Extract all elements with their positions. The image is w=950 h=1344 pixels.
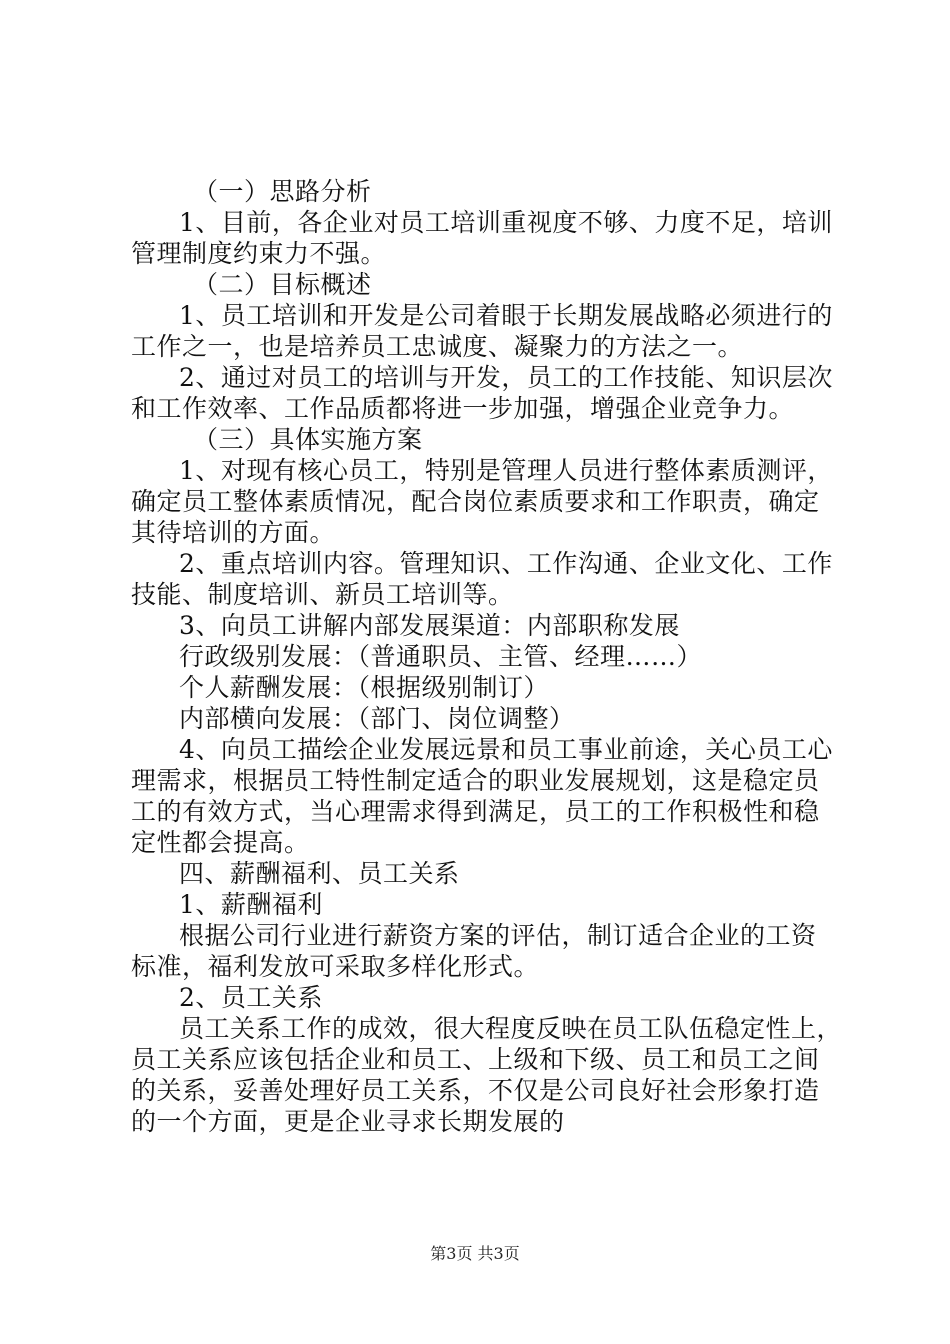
document-line: 其待培训的方面。 — [131, 518, 336, 547]
document-line: 定性都会提高。 — [131, 828, 310, 857]
document-line: 2、员工关系 — [179, 983, 323, 1012]
document-line: （一）思路分析 — [193, 177, 372, 206]
document-line: 工作之一，也是培养员工忠诚度、凝聚力的方法之一。 — [131, 332, 744, 361]
document-line: 管理制度约束力不强。 — [131, 239, 387, 268]
document-line: 1、员工培训和开发是公司着眼于长期发展战略必须进行的 — [179, 301, 833, 330]
document-line: （二）目标概述 — [193, 270, 372, 299]
document-line: 和工作效率、工作品质都将进一步加强，增强企业竞争力。 — [131, 394, 795, 423]
document-line: 4、向员工描绘企业发展远景和员工事业前途，关心员工心 — [179, 735, 833, 764]
document-line: 的一个方面，更是企业寻求长期发展的 — [131, 1107, 565, 1136]
document-line: 2、重点培训内容。管理知识、工作沟通、企业文化、工作 — [179, 549, 833, 578]
document-line: 员工关系工作的成效，很大程度反映在员工队伍稳定性上， — [179, 1014, 843, 1043]
document-line: 根据公司行业进行薪资方案的评估，制订适合企业的工资 — [179, 921, 817, 950]
document-body — [131, 176, 843, 1137]
document-line: 员工关系应该包括企业和员工、上级和下级、员工和员工之间 — [131, 1045, 820, 1074]
document-line: 行政级别发展：（普通职员、主管、经理……） — [179, 642, 703, 671]
document-line: （三）具体实施方案 — [193, 425, 423, 454]
document-line: 的关系，妥善处理好员工关系，不仅是公司良好社会形象打造 — [131, 1076, 820, 1105]
page-footer: 第3页 共3页 — [430, 1244, 520, 1263]
document-line: 1、目前，各企业对员工培训重视度不够、力度不足，培训 — [179, 208, 833, 237]
document-line: 个人薪酬发展：（根据级别制订） — [179, 673, 550, 702]
document-line: 2、通过对员工的培训与开发，员工的工作技能、知识层次 — [179, 363, 833, 392]
document-line: 1、薪酬福利 — [179, 890, 323, 919]
document-line: 标准，福利发放可采取多样化形式。 — [131, 952, 540, 981]
document-line: 内部横向发展：（部门、岗位调整） — [179, 704, 575, 733]
document-line: 理需求，根据员工特性制定适合的职业发展规划，这是稳定员 — [131, 766, 820, 795]
document-line: 四、薪酬福利、员工关系 — [179, 859, 460, 888]
document-line: 确定员工整体素质情况，配合岗位素质要求和工作职责，确定 — [131, 487, 820, 516]
document-line: 1、对现有核心员工，特别是管理人员进行整体素质测评， — [179, 456, 833, 485]
document-line: 工的有效方式，当心理需求得到满足，员工的工作积极性和稳 — [131, 797, 820, 826]
document-line: 技能、制度培训、新员工培训等。 — [131, 580, 514, 609]
document-line: 3、向员工讲解内部发展渠道：内部职称发展 — [179, 611, 680, 640]
